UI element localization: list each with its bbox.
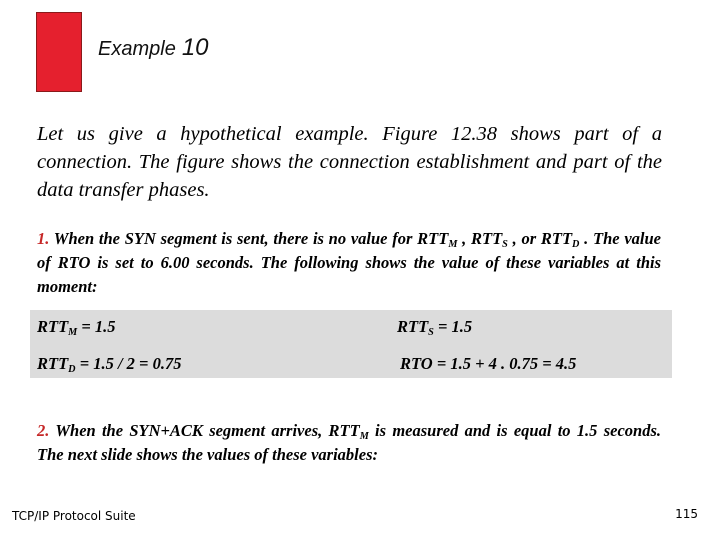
- intro-paragraph: Let us give a hypothetical example. Figure 12.38 shows part of a connection. The figure shows the connection establishment and part of the data transfer phases.: [37, 123, 662, 201]
- step-1-sub-m: M: [448, 238, 458, 250]
- rttm-label: RTT: [37, 317, 69, 336]
- rto-value: RTO = 1.5 + 4 . 0.75 = 4.5: [400, 354, 577, 373]
- example-word: Example: [98, 38, 176, 60]
- rtts-sub: S: [428, 326, 434, 338]
- step-2-text-a: When the SYN+ACK segment arrives, RTT: [49, 421, 360, 440]
- step-1-paragraph: [37, 227, 661, 299]
- step-1-text-b: , RTT: [457, 229, 503, 248]
- step-1-text-d: . The value of RTO is set to 6.00 seconds. The following shows the value of these variables at this moment:: [37, 229, 661, 296]
- rtts-label: RTT: [397, 317, 429, 336]
- step-2-sub-m: M: [359, 430, 369, 442]
- page-number: 115: [675, 507, 698, 521]
- step-2-paragraph: [37, 419, 661, 467]
- step-1-text-c: , or RTT: [507, 229, 573, 248]
- rttm-number: = 1.5: [77, 317, 116, 336]
- rttd-sub: D: [68, 363, 76, 375]
- footer-title: TCP/IP Protocol Suite: [12, 509, 136, 523]
- step-1-sub-s: S: [502, 238, 508, 250]
- rttm-sub: M: [68, 326, 78, 338]
- rtts-number: = 1.5: [433, 317, 473, 336]
- rtts-value: [397, 317, 472, 337]
- step-1-sub-d: D: [572, 238, 580, 250]
- step-1-text-a: When the SYN segment is sent, there is no value for RTT: [49, 229, 449, 248]
- rttm-value: [37, 317, 116, 337]
- step-1-number: 1.: [37, 229, 50, 248]
- rttd-value: [37, 354, 181, 374]
- step-2-text-b: is measured and is equal to 1.5 seconds. The next slide shows the values of these variables:: [37, 421, 661, 464]
- step-2-number: 2.: [37, 421, 50, 440]
- variable-values-box: [30, 310, 672, 378]
- example-number: 10: [181, 34, 209, 61]
- rttd-number: = 1.5 / 2 = 0.75: [75, 354, 182, 373]
- rttd-label: RTT: [37, 354, 69, 373]
- example-title: [98, 34, 209, 62]
- red-accent-block: [36, 12, 82, 92]
